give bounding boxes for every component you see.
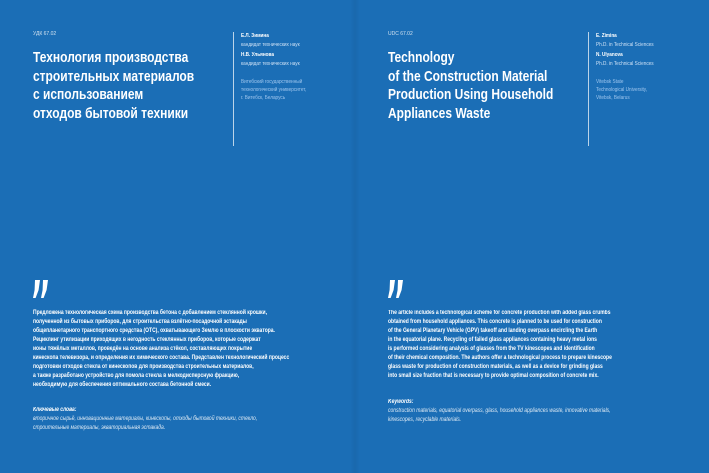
keywords-list xyxy=(33,415,257,433)
abstract-line: obtained from household appliances. This concrete is planned to be used for construction xyxy=(388,318,602,325)
abstract-line: общепланетарного транспортного средства (ОТС), охватывающего Землю в плоскости экватора. xyxy=(33,327,275,334)
author-name: N. Ulyanova xyxy=(596,52,623,58)
affiliation-line: Technological University, xyxy=(596,87,648,93)
abstract-line: glass waste for production of construction materials, as well as a device for grinding glass xyxy=(388,363,603,370)
author xyxy=(241,32,300,50)
abstract-line: Рециклинг утилизации приходящих в негодность стеклянных приборов, которые содержат xyxy=(33,336,261,343)
author-degree: Ph.D. in Technical Sciences xyxy=(596,42,654,48)
quote-icon xyxy=(388,280,403,298)
author xyxy=(596,51,654,69)
affiliation-line: Vitebsk, Belarus xyxy=(596,95,630,101)
abstract-line: The article includes a technological scheme for concrete production with added glass crumbs xyxy=(388,309,611,316)
abstract-line: in the equatorial plane. Recycling of failed glass appliances containing heavy metal ions xyxy=(388,336,597,343)
english-page xyxy=(355,0,709,473)
affiliation-line: г. Витебск, Беларусь xyxy=(241,95,286,101)
author-degree: кандидат технических наук xyxy=(241,42,300,48)
title-line: Technology xyxy=(388,49,455,66)
abstract xyxy=(388,309,612,381)
keywords-label: Keywords: xyxy=(388,398,414,405)
article-title xyxy=(388,49,553,123)
keywords-list xyxy=(388,407,611,425)
title-line: строительных материалов xyxy=(33,67,195,85)
title-line: of the Construction Material xyxy=(388,67,548,85)
quote-icon xyxy=(33,280,48,298)
keyword-line: строительные материалы, экваториальная эстакада. xyxy=(33,424,166,431)
keyword-line: kinescopes, recyclable materials. xyxy=(388,416,462,423)
keywords-label: Ключевые слова: xyxy=(33,406,77,413)
author xyxy=(596,32,654,50)
keywords xyxy=(388,398,611,425)
author-list xyxy=(241,32,300,70)
author xyxy=(241,51,300,69)
author-degree: Ph.D. in Technical Sciences xyxy=(596,61,654,67)
abstract-line: is performed considering analysis of glasses from the TV kinescopes and identification xyxy=(388,345,595,352)
abstract-line: необходимую для обеспечения оптимального состава бетонной смеси. xyxy=(33,381,212,388)
keywords xyxy=(33,406,257,433)
abstract-line: а также разработано устройство для помола стекла в мелкодисперсную фракцию, xyxy=(33,372,240,379)
column-divider xyxy=(233,32,234,146)
column-divider xyxy=(588,32,589,146)
abstract-line: of the General Planetary Vehicle (GPV) takeoff and landing overpass encircling the Earth xyxy=(388,327,598,334)
abstract-line: of their chemical composition. The authors offer a technological process to prepare kinescope xyxy=(388,354,612,361)
title-line: Технология производства xyxy=(33,49,189,66)
keyword-line: construction materials, equatorial overpass, glass, household appliances waste, innovative materials, xyxy=(388,407,611,414)
abstract-line: ионы тяжёлых металлов, проведён на основе анализа стёкол, составляющих покрытие xyxy=(33,345,253,352)
author-list xyxy=(596,32,654,70)
abstract xyxy=(33,309,289,390)
abstract-line: into small size fraction that is necessary to provide optimal composition of concrete mix. xyxy=(388,372,599,379)
affiliation xyxy=(241,78,306,102)
abstract-line: кинескопа телевизора, и определения их химического состава. Представлен технологический процесс xyxy=(33,354,290,361)
title-line: Appliances Waste xyxy=(388,104,491,122)
affiliation-line: Vitebsk State xyxy=(596,79,624,85)
title-line: отходов бытовой техники xyxy=(33,104,189,122)
author-name: Н.В. Ульянова xyxy=(241,52,274,58)
keyword-line: вторичное сырьё, инновационные материалы, кинескопы, отходы бытовой техники, стекло, xyxy=(33,415,258,422)
udc-code: UDC 67.02 xyxy=(388,31,413,37)
article-title xyxy=(33,49,194,123)
title-line: с использованием xyxy=(33,86,144,103)
abstract-line: подготовки отходов стекла от кинескопов для производства строительных материалов, xyxy=(33,363,254,370)
affiliation xyxy=(596,78,647,102)
udc-code: УДК 67.02 xyxy=(33,31,57,37)
author-name: Е.Л. Зимина xyxy=(241,33,269,39)
abstract-line: полученной из бытовых приборов, для строительства взлётно-посадочной эстакады xyxy=(33,318,247,325)
affiliation-line: Витебский государственный xyxy=(241,79,303,85)
title-line: Production Using Household xyxy=(388,86,554,103)
russian-page xyxy=(0,0,354,473)
affiliation-line: технологический университет, xyxy=(241,87,307,93)
abstract-line: Предложена технологическая схема производства бетона с добавлением стеклянной крошки, xyxy=(33,309,267,316)
author-name: E. Zimina xyxy=(596,33,617,39)
author-degree: кандидат технических наук xyxy=(241,61,300,67)
